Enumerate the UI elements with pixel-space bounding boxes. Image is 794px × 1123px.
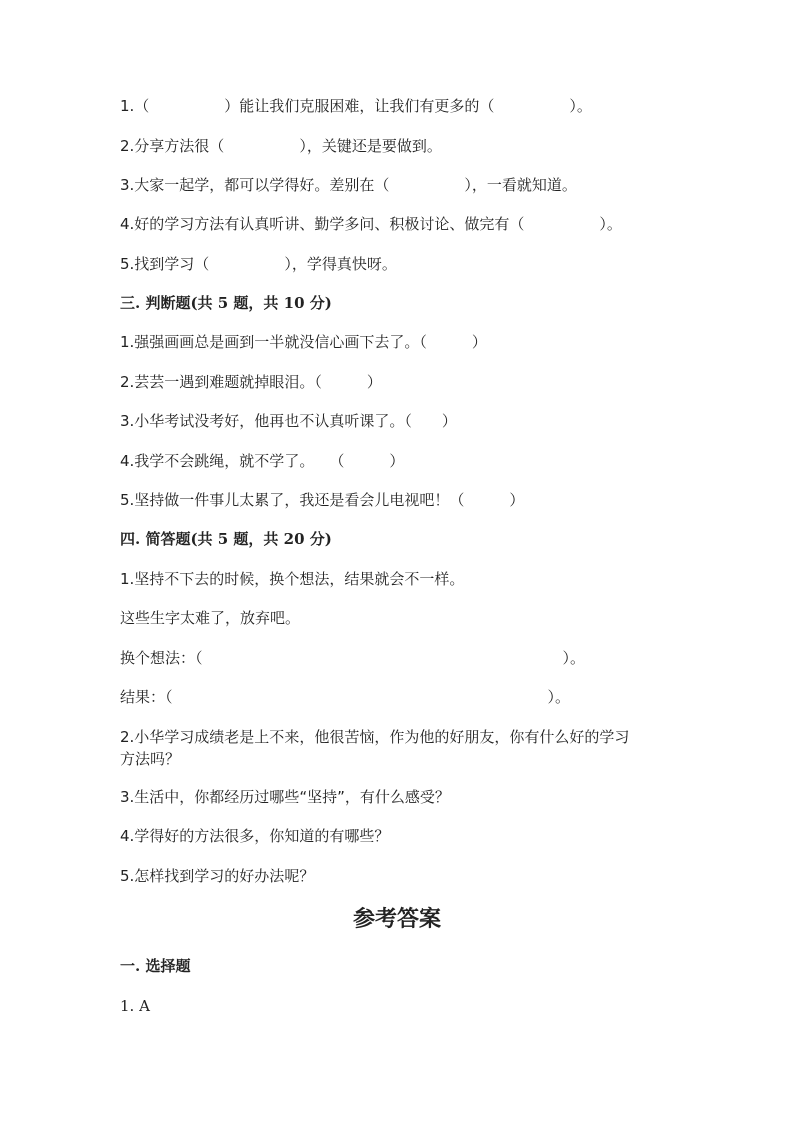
short-answer-q1-result: 结果：（ ）。	[120, 688, 571, 706]
fill-blank-item-4: 4.好的学习方法有认真听讲、勤学多问、积极讨论、做完有（ ）。	[120, 215, 622, 233]
short-answer-heading: 四. 简答题(共 5 题，共 20 分)	[120, 530, 332, 548]
short-answer-q4: 4.学得好的方法很多，你知道的有哪些？	[120, 827, 390, 845]
short-answer-q2-line1: 2.小华学习成绩老是上不来，他很苦恼，作为他的好朋友，你有什么好的学习	[120, 728, 630, 746]
fill-blank-item-5: 5.找到学习（ ），学得真快呀。	[120, 255, 397, 273]
judgment-item-2: 2.芸芸一遇到难题就掉眼泪。（ ）	[120, 373, 382, 391]
fill-blank-item-1: 1.（ ）能让我们克服困难，让我们有更多的（ ）。	[120, 97, 592, 115]
short-answer-q5: 5.怎样找到学习的好办法呢？	[120, 867, 315, 885]
answers-title: 参考答案	[352, 906, 441, 932]
short-answer-q1-change: 换个想法：（ ）。	[120, 649, 586, 667]
short-answer-q1-example: 这些生字太难了，放弃吧。	[120, 609, 301, 627]
short-answer-q1: 1.坚持不下去的时候，换个想法，结果就会不一样。	[120, 570, 465, 588]
fill-blank-item-2: 2.分享方法很（ ），关键还是要做到。	[120, 137, 442, 155]
answer-1: 1. A	[120, 997, 150, 1015]
fill-blank-item-3: 3.大家一起学，都可以学得好。差别在（ ），一看就知道。	[120, 176, 577, 194]
judgment-item-1: 1.强强画画总是画到一半就没信心画下去了。（ ）	[120, 333, 487, 351]
judgment-item-4: 4.我学不会跳绳，就不学了。 （ ）	[120, 452, 405, 470]
short-answer-q2-line2: 方法吗？	[120, 750, 181, 768]
judgment-item-5: 5.坚持做一件事儿太累了，我还是看会儿电视吧！（ ）	[120, 491, 525, 509]
short-answer-q3: 3.生活中，你都经历过哪些“坚持”，有什么感受？	[120, 788, 450, 806]
answers-section-1-heading: 一. 选择题	[120, 957, 191, 975]
judgment-item-3: 3.小华考试没考好，他再也不认真听课了。（ ）	[120, 412, 457, 430]
judgment-heading: 三. 判断题(共 5 题，共 10 分)	[120, 294, 332, 312]
